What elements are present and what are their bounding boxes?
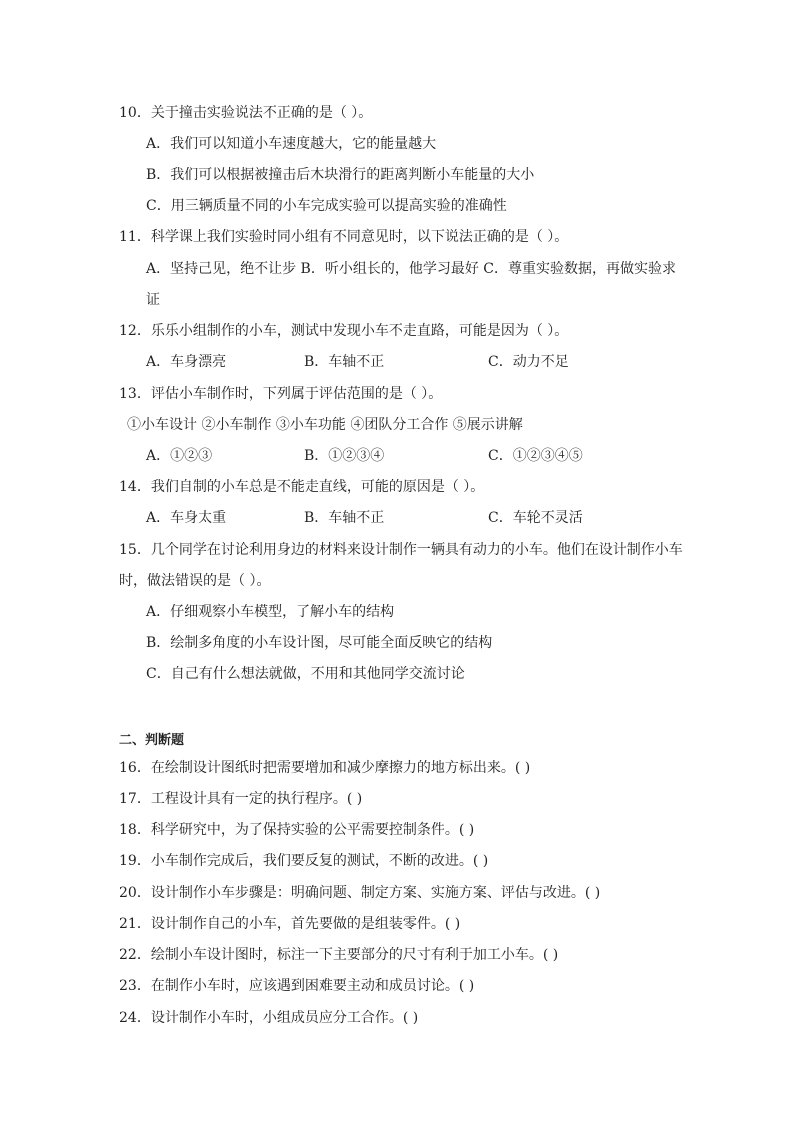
- question-13-option-a: A．①②③: [146, 448, 213, 464]
- tf-item-22: 22．绘制小车设计图时，标注一下主要部分的尺寸有利于加工小车。( ): [119, 947, 559, 963]
- question-12-option-a: A．车身漂亮: [146, 354, 227, 370]
- tf-item-21: 21．设计制作自己的小车，首先要做的是组装零件。( ): [119, 916, 461, 932]
- section-title-true-false: 二、判断题: [119, 733, 185, 748]
- tf-item-20: 20．设计制作小车步骤是：明确问题、制定方案、实施方案、评估与改进。( ): [119, 885, 601, 901]
- question-15-stem: 15．几个同学在讨论利用身边的材料来设计制作一辆具有动力的小车。他们在设计制作小车: [119, 542, 683, 558]
- tf-item-19: 19．小车制作完成后，我们要反复的测试，不断的改进。( ): [119, 853, 489, 869]
- question-12-stem: 12．乐乐小组制作的小车，测试中发现小车不走直路，可能是因为（ ）。: [119, 323, 569, 339]
- question-10-stem: 10．关于撞击实验说法不正确的是（ ）。: [119, 105, 373, 121]
- question-15-option-c: C．自己有什么想法就做，不用和其他同学交流讨论: [146, 666, 465, 682]
- question-13-items: ①小车设计 ②小车制作 ③小车功能 ④团队分工合作 ⑤展示讲解: [127, 417, 523, 433]
- question-13-option-c: C．①②③④⑤: [488, 448, 583, 464]
- question-11-stem: 11．科学课上我们实验时同小组有不同意见时，以下说法正确的是（ ）。: [119, 229, 569, 245]
- tf-item-16: 16．在绘制设计图纸时把需要增加和减少摩擦力的地方标出来。( ): [119, 760, 531, 776]
- question-15-stem-cont: 时，做法错误的是（ ）。: [119, 573, 271, 589]
- tf-item-17: 17．工程设计具有一定的执行程序。( ): [119, 791, 363, 807]
- question-12-option-c: C．动力不足: [488, 354, 569, 370]
- question-10-option-a: A．我们可以知道小车速度越大，它的能量越大: [146, 136, 437, 152]
- question-14-option-a: A．车身太重: [146, 510, 227, 526]
- tf-item-24: 24．设计制作小车时，小组成员应分工合作。( ): [119, 1010, 419, 1026]
- question-14-option-c: C．车轮不灵活: [488, 510, 583, 526]
- question-10-option-b: B．我们可以根据被撞击后木块滑行的距离判断小车能量的大小: [146, 167, 535, 183]
- question-13-stem: 13．评估小车制作时，下列属于评估范围的是（ ）。: [119, 386, 443, 402]
- tf-item-23: 23．在制作小车时，应该遇到困难要主动和成员讨论。( ): [119, 978, 475, 994]
- question-13-option-b: B．①②③④: [304, 448, 385, 464]
- question-15-option-a: A．仔细观察小车模型，了解小车的结构: [146, 604, 395, 620]
- question-11-options-wrap: 证: [146, 292, 160, 308]
- question-14-option-b: B．车轴不正: [304, 510, 385, 526]
- question-15-option-b: B．绘制多角度的小车设计图，尽可能全面反映它的结构: [146, 635, 493, 651]
- question-11-options: A．坚持己见，绝不让步 B．听小组长的，他学习最好 C．尊重实验数据，再做实验求: [146, 261, 677, 277]
- tf-item-18: 18．科学研究中，为了保持实验的公平需要控制条件。( ): [119, 822, 475, 838]
- question-14-stem: 14．我们自制的小车总是不能走直线，可能的原因是（ ）。: [119, 479, 485, 495]
- question-12-option-b: B．车轴不正: [304, 354, 385, 370]
- question-10-option-c: C．用三辆质量不同的小车完成实验可以提高实验的准确性: [146, 198, 507, 214]
